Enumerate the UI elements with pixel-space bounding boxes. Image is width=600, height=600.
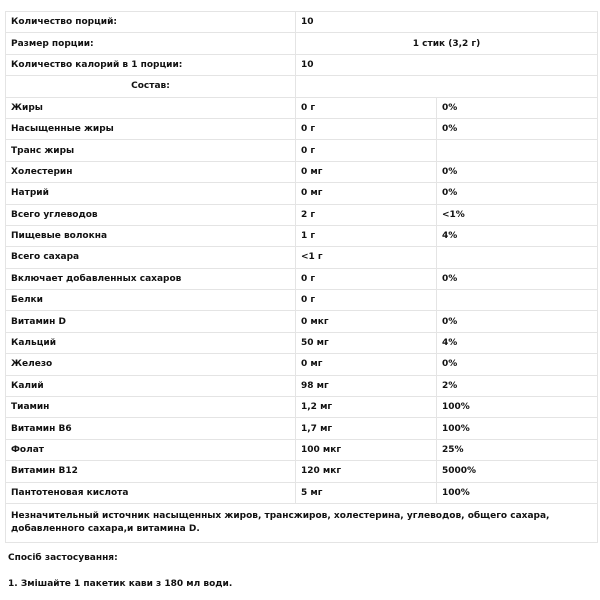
nutrient-row [6, 118, 598, 139]
nutrient-amount: 0 г [296, 268, 437, 289]
calories-label: Количество калорий в 1 порции: [6, 54, 296, 75]
usage-title: Спосіб застосування: [8, 552, 118, 563]
nutrient-name: Всего сахара [6, 247, 296, 268]
nutrient-daily-value: 2% [437, 375, 598, 396]
calories-row [6, 54, 598, 75]
servings-value: 10 [296, 12, 598, 33]
serving-size-row [6, 33, 598, 54]
nutrition-table [5, 11, 598, 543]
nutrient-name: Пищевые волокна [6, 225, 296, 246]
nutrient-name: Холестерин [6, 161, 296, 182]
nutrient-name: Включает добавленных сахаров [6, 268, 296, 289]
nutrient-daily-value: 0% [437, 354, 598, 375]
nutrient-row [6, 482, 598, 503]
nutrient-daily-value: 0% [437, 268, 598, 289]
nutrient-daily-value: 100% [437, 482, 598, 503]
nutrient-name: Тиамин [6, 397, 296, 418]
nutrient-row [6, 439, 598, 460]
nutrient-name: Витамин B12 [6, 461, 296, 482]
nutrient-row [6, 97, 598, 118]
nutrient-amount: 120 мкг [296, 461, 437, 482]
nutrient-row [6, 332, 598, 353]
serving-size-value: 1 стик (3,2 г) [296, 33, 598, 54]
nutrient-amount: <1 г [296, 247, 437, 268]
nutrient-name: Витамин D [6, 311, 296, 332]
nutrition-page [0, 11, 600, 600]
nutrient-row [6, 225, 598, 246]
nutrient-name: Железо [6, 354, 296, 375]
composition-label: Состав: [6, 76, 296, 97]
nutrient-row [6, 161, 598, 182]
nutrient-row [6, 311, 598, 332]
nutrient-name: Фолат [6, 439, 296, 460]
serving-size-label: Размер порции: [6, 33, 296, 54]
nutrient-name: Натрий [6, 183, 296, 204]
nutrient-name: Калий [6, 375, 296, 396]
nutrient-daily-value: 0% [437, 311, 598, 332]
nutrient-daily-value [437, 290, 598, 311]
nutrient-row [6, 461, 598, 482]
nutrient-amount: 0 г [296, 290, 437, 311]
nutrient-amount: 1 г [296, 225, 437, 246]
nutrient-row [6, 354, 598, 375]
nutrient-row [6, 375, 598, 396]
nutrient-row [6, 290, 598, 311]
nutrient-name: Пантотеновая кислота [6, 482, 296, 503]
nutrient-row [6, 183, 598, 204]
nutrient-amount: 5 мг [296, 482, 437, 503]
nutrient-amount: 98 мг [296, 375, 437, 396]
nutrient-row [6, 140, 598, 161]
composition-row [6, 76, 598, 97]
nutrient-amount: 0 мг [296, 161, 437, 182]
nutrient-daily-value: 0% [437, 161, 598, 182]
nutrient-name: Жиры [6, 97, 296, 118]
calories-value: 10 [296, 54, 598, 75]
nutrient-amount: 100 мкг [296, 439, 437, 460]
nutrient-amount: 0 г [296, 140, 437, 161]
nutrient-amount: 0 мг [296, 183, 437, 204]
nutrient-name: Насыщенные жиры [6, 118, 296, 139]
nutrient-amount: 2 г [296, 204, 437, 225]
nutrient-name: Белки [6, 290, 296, 311]
composition-empty-cell [296, 76, 598, 97]
nutrient-amount: 50 мг [296, 332, 437, 353]
nutrient-amount: 0 г [296, 118, 437, 139]
nutrient-amount: 1,7 мг [296, 418, 437, 439]
servings-label: Количество порций: [6, 12, 296, 33]
nutrient-daily-value [437, 247, 598, 268]
nutrient-row [6, 247, 598, 268]
nutrient-daily-value: 100% [437, 397, 598, 418]
nutrient-row [6, 418, 598, 439]
nutrient-daily-value: 5000% [437, 461, 598, 482]
nutrient-daily-value: 25% [437, 439, 598, 460]
nutrient-amount: 0 мг [296, 354, 437, 375]
nutrient-amount: 1,2 мг [296, 397, 437, 418]
nutrient-daily-value: 4% [437, 225, 598, 246]
footnote-text: Незначительный источник насыщенных жиров, трансжиров, холестерина, углеводов, общего сахара, добавленного сахара,и витамина D. [6, 503, 598, 542]
nutrient-daily-value: 0% [437, 97, 598, 118]
nutrient-row [6, 397, 598, 418]
footnote-row [6, 503, 598, 542]
nutrient-name: Витамин B6 [6, 418, 296, 439]
nutrient-name: Транс жиры [6, 140, 296, 161]
nutrient-daily-value: <1% [437, 204, 598, 225]
nutrient-row [6, 204, 598, 225]
nutrient-name: Всего углеводов [6, 204, 296, 225]
usage-step-1: 1. Змішайте 1 пакетик кави з 180 мл води. [8, 578, 233, 589]
nutrient-row [6, 268, 598, 289]
nutrient-amount: 0 г [296, 97, 437, 118]
nutrient-daily-value: 0% [437, 183, 598, 204]
nutrient-daily-value: 100% [437, 418, 598, 439]
nutrient-daily-value [437, 140, 598, 161]
servings-row [6, 12, 598, 33]
nutrient-daily-value: 0% [437, 118, 598, 139]
nutrient-name: Кальций [6, 332, 296, 353]
nutrient-amount: 0 мкг [296, 311, 437, 332]
nutrient-daily-value: 4% [437, 332, 598, 353]
